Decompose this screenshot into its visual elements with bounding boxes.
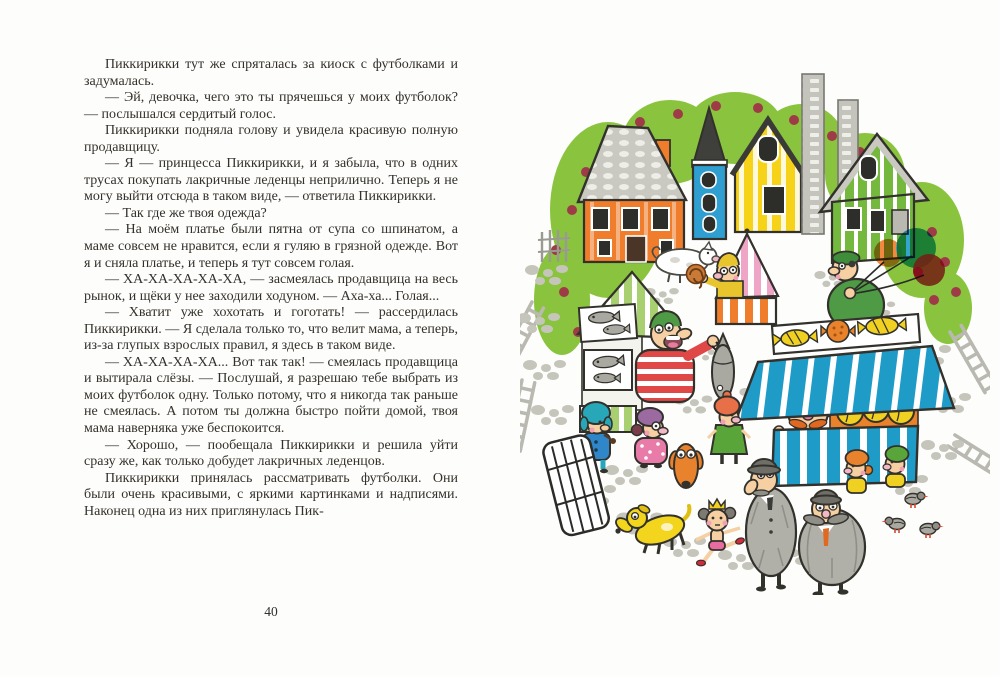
story-paragraph: — Так где же твоя одежда? bbox=[105, 205, 267, 221]
story-text bbox=[84, 57, 458, 520]
story-paragraph: — ХА-ХА-ХА-ХА-ХА, — засмеялась продавщица на весь рынок, и щёки у нее заходили ходуном. — Аха-ха... Голая... bbox=[84, 272, 458, 304]
story-paragraph: — Хватит уже хохотать и гоготать! — рассердилась Пиккирикки. — Я сделала только то, что велит мама, а теперь, из-за глупых взрослых правил, я здесь в таком виде. bbox=[84, 305, 458, 354]
page-number: 40 bbox=[264, 604, 278, 619]
woman-polka-dot bbox=[632, 408, 669, 468]
story-paragraph: — Хорошо, — пообещала Пиккирикки и решила уйти сразу же, как только добудет лакричных леденцов. bbox=[84, 437, 458, 470]
gentleman-round bbox=[799, 490, 865, 595]
story-paragraph: — Эй, девочка, чего это ты прячешься у моих футболок? — послышался сердитый голос. bbox=[84, 90, 458, 122]
story-paragraph: Пиккирикки принялась рассматривать футболки. Они были очень красивыми, с яркими картинками и надписями. Наконец одна из них приглянулась Пик- bbox=[84, 470, 458, 519]
orange-dog bbox=[668, 444, 705, 488]
story-paragraph: — На моём платье были пятна от супа со шпинатом, а маме совсем не нравится, если я гуляю в грязной одежде. Вот я и сняла платье, и теперь я тут совсем голая. bbox=[84, 222, 458, 271]
kid-green-hat bbox=[883, 446, 909, 487]
pink-tent-stall bbox=[687, 229, 779, 325]
story-paragraph: — ХА-ХА-ХА-ХА... Вот так так! — смеялась продавщица и вытирала слёзы. — Послушай, я разрешаю тебе выбрать из моих футболок одну. Только потому, что я никогда так раньше не смеялась. А потом ты должна быстро пойти домой, твоя мама наверняка уже беспокоится. bbox=[84, 354, 458, 437]
kid-orange-hat bbox=[844, 450, 873, 493]
story-paragraph: Пиккирикки подняла голову и увидела красивую полную продавщицу. bbox=[84, 123, 458, 155]
story-paragraph: Пиккирикки тут же спряталась за киоск с футболками и задумалась. bbox=[84, 57, 458, 89]
right-page bbox=[500, 0, 1000, 676]
yellow-dog bbox=[613, 503, 689, 554]
pigeons bbox=[882, 492, 944, 538]
market-illustration bbox=[520, 50, 990, 595]
story-paragraph: — Я — принцесса Пиккирикки, и я забыла, что в одних трусах покупать лакричные леденцы неприлично. Теперь я не могу выйти отсюда в таком виде, — ответила Пиккирикки. bbox=[84, 156, 458, 205]
